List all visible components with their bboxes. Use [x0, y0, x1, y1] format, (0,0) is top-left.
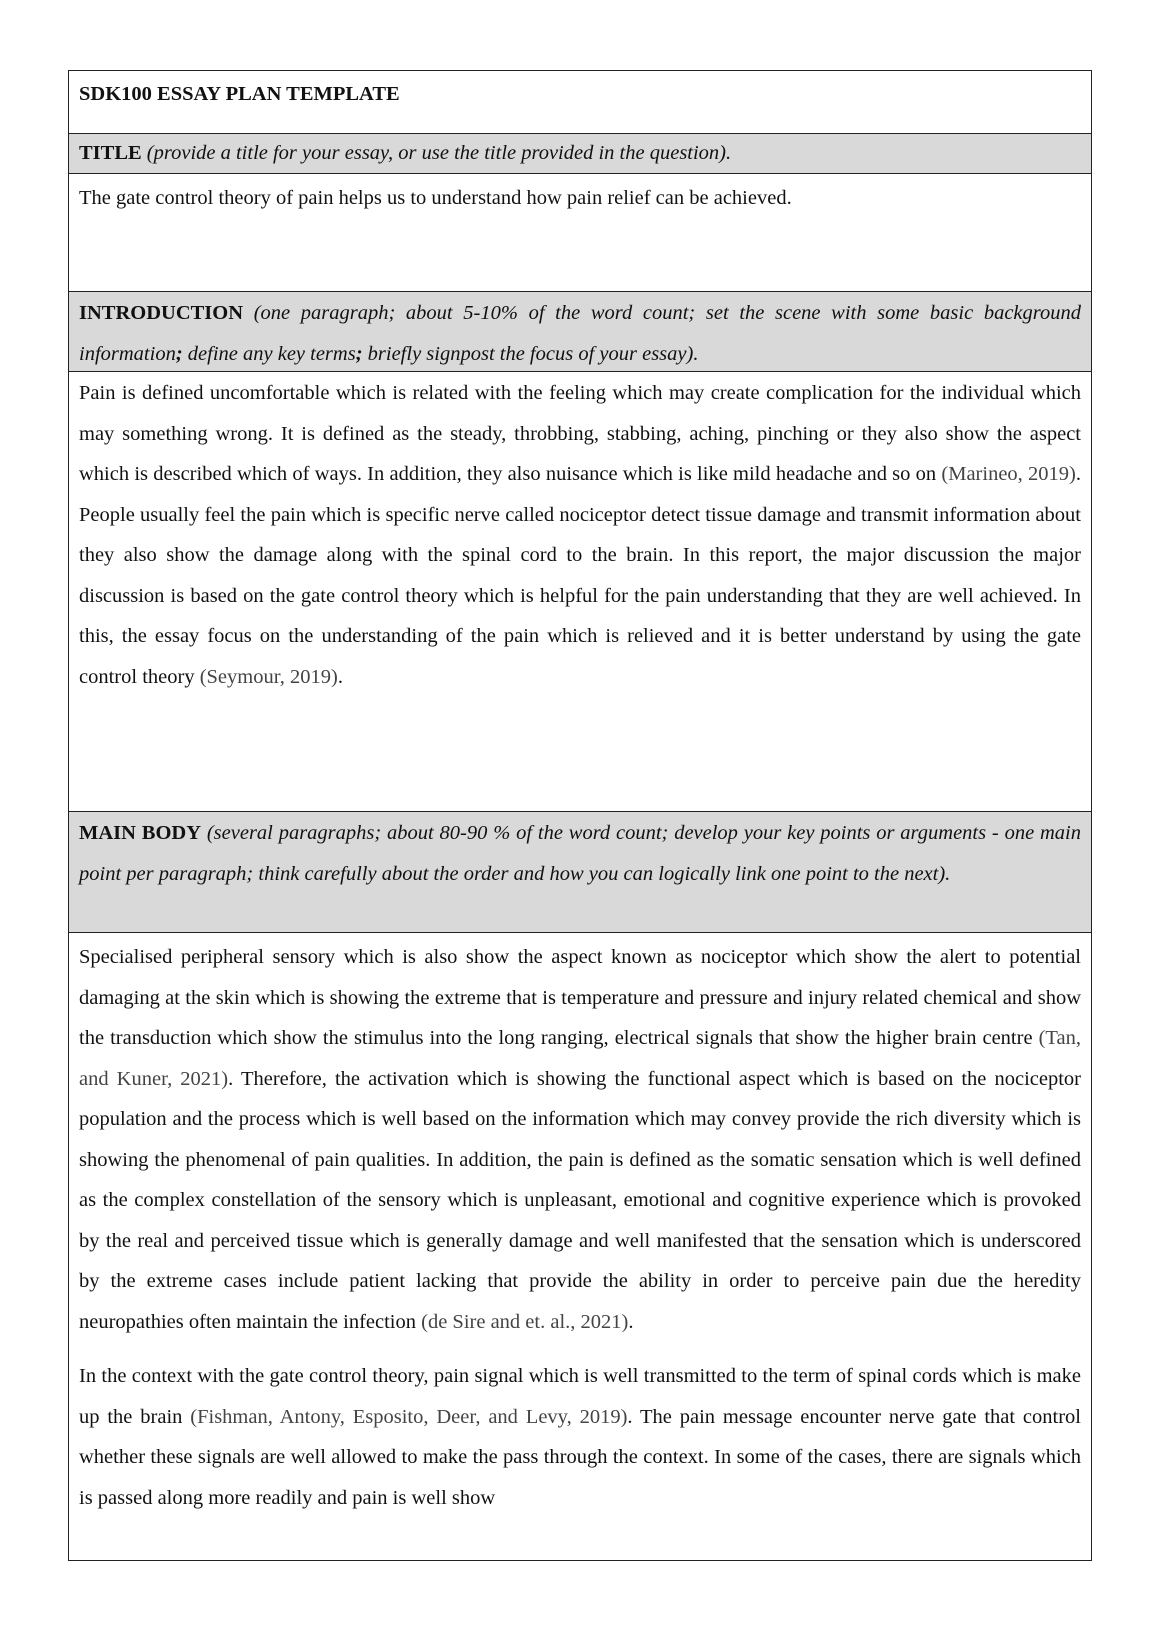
header-row — [69, 71, 1091, 134]
main-body-instruction — [79, 812, 1081, 894]
citation-fishman: (Fishman, Antony, Esposito, Deer, and Levy, 2019) — [190, 1405, 628, 1428]
introduction-hint-c: briefly signpost the focus of your essay). — [362, 342, 699, 365]
main-body-label: MAIN BODY — [79, 822, 201, 844]
introduction-paragraph — [79, 372, 1081, 697]
main-body-p2-text-b: . The pain message encounter nerve gate that control whether these signals are well allowed to make the pass through the context. In some of the cases, there are signals which is passed along more readily and pain is well show — [79, 1405, 1081, 1509]
introduction-text-row — [69, 372, 1091, 812]
main-body-p1-text-c: . — [628, 1310, 634, 1333]
citation-seymour: (Seymour, 2019) — [199, 665, 338, 688]
title-label-row — [69, 134, 1091, 174]
introduction-hint-b: define any key terms — [182, 342, 356, 365]
introduction-hint-a: (one paragraph; about 5-10% of the word count; set the scene with some basic background information — [79, 302, 1081, 365]
main-body-p1-text-a: Specialised peripheral sensory which is also show the aspect known as nociceptor which show the alert to potential damaging at the skin which is showing the extreme that is temperature and pressure and injury related chemical and show the transduction which show the stimulus into the long ranging, electrical signals that show the higher brain centre — [79, 946, 1081, 1049]
main-body-p1-text-b: . Therefore, the activation which is showing the functional aspect which is based on the nociceptor population and the process which is well based on the information which may convey provide the rich diversity which is showing the phenomenal of pain qualities. In addition, the pain is defined as the somatic sensation which is well defined as the complex constellation of the sensory which is unpleasant, emotional and cognitive experience which is provoked by the real and perceived tissue which is generally damage and well manifested that the sensation which is underscored by the extreme cases include patient lacking that provide the ability in order to perceive pain due the heredity neuropathies often maintain the infection — [79, 1067, 1081, 1333]
title-text-row — [69, 174, 1091, 292]
main-body-label-row — [69, 812, 1091, 933]
introduction-text-c: . — [337, 665, 343, 688]
title-hint: (provide a title for your essay, or use the title provided in the question). — [146, 142, 732, 164]
main-body-p2-text-a: In the context with the gate control theory, pain signal which is well transmitted to the term of spinal cords which is make up the brain — [79, 1365, 1081, 1428]
introduction-separator-1: ; — [175, 342, 183, 365]
introduction-label: INTRODUCTION — [79, 302, 244, 324]
introduction-separator-2: ; — [355, 342, 363, 365]
essay-title: The gate control theory of pain helps us to understand how pain relief can be achieved. — [79, 187, 792, 209]
main-body-paragraph-1 — [79, 933, 1081, 1342]
introduction-label-row — [69, 292, 1091, 372]
main-body-paragraph-2 — [79, 1352, 1081, 1518]
introduction-text-b: . People usually feel the pain which is specific nerve called nociceptor detect tissue damage and transmit information about they also show the damage along with the spinal cord to the brain. In this report, the major discussion the major discussion is based on the gate control theory which is helpful for the pain understanding that they are well achieved. In this, the essay focus on the understanding of the pain which is relieved and it is better understand by using the gate control theory — [79, 463, 1081, 688]
introduction-text-a: Pain is defined uncomfortable which is related with the feeling which may create complication for the individual which may something wrong. It is defined as the steady, throbbing, stabbing, aching, pinching or they also show the aspect which is described which of ways. In addition, they also nuisance which is like mild headache and so on — [79, 382, 1081, 485]
title-label: TITLE — [79, 142, 142, 164]
introduction-instruction — [79, 292, 1081, 374]
essay-plan-table — [68, 70, 1092, 1561]
main-body-text-row — [69, 933, 1091, 1561]
citation-tan-kuner: (Tan, and Kuner, 2021) — [79, 1027, 1081, 1090]
citation-de-sire: (de Sire and et. al., 2021) — [421, 1310, 629, 1333]
title-instruction — [79, 134, 1081, 168]
citation-marineo: (Marineo, 2019) — [941, 463, 1076, 485]
main-body-hint: (several paragraphs; about 80-90 % of the word count; develop your key points or arguments - one main point per paragraph; think carefully about the order and how you can logically link one point to the next). — [79, 822, 1082, 885]
page-title: SDK100 ESSAY PLAN TEMPLATE — [79, 83, 400, 105]
